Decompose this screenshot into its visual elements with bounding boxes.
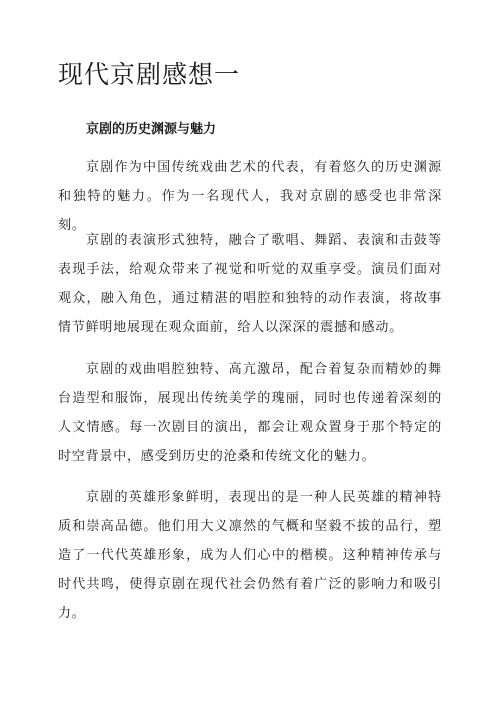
section-heading: 京剧的历史渊源与魅力 [86, 122, 217, 137]
paragraph-2: 京剧的表演形式独特，融合了歌唱、舞蹈、表演和击鼓等表现手法，给观众带来了视觉和听觉的双重享受。演员们面对观众，融入角色，通过精湛的唱腔和独特的动作表演，将故事情节鲜明地展现在观众面前，给人以深深的震撼和感动。 [58, 233, 442, 335]
document-title: 现代京剧感想一 [58, 60, 241, 89]
paragraph-4: 京剧的英雄形象鲜明，表现出的是一种人民英雄的精神特质和崇高品德。他们用大义凛然的气概和坚毅不拔的品行，塑造了一代代英雄形象，成为人们心中的楷模。这种精神传承与时代共鸣，使得京剧在现代社会仍然有着广泛的影响力和吸引力。 [58, 490, 442, 621]
paragraph-3: 京剧的戏曲唱腔独特、高亢激昂，配合着复杂而精妙的舞台造型和服饰，展现出传统美学的瑰丽，同时也传递着深刻的人文情感。每一次剧目的演出，都会让观众置身于那个特定的时空背景中，感受到历史的沧桑和传统文化的魅力。 [58, 362, 442, 464]
paragraph-1: 京剧作为中国传统戏曲艺术的代表，有着悠久的历史渊源和独特的魅力。作为一名现代人，我对京剧的感受也非常深刻。 [58, 160, 442, 233]
